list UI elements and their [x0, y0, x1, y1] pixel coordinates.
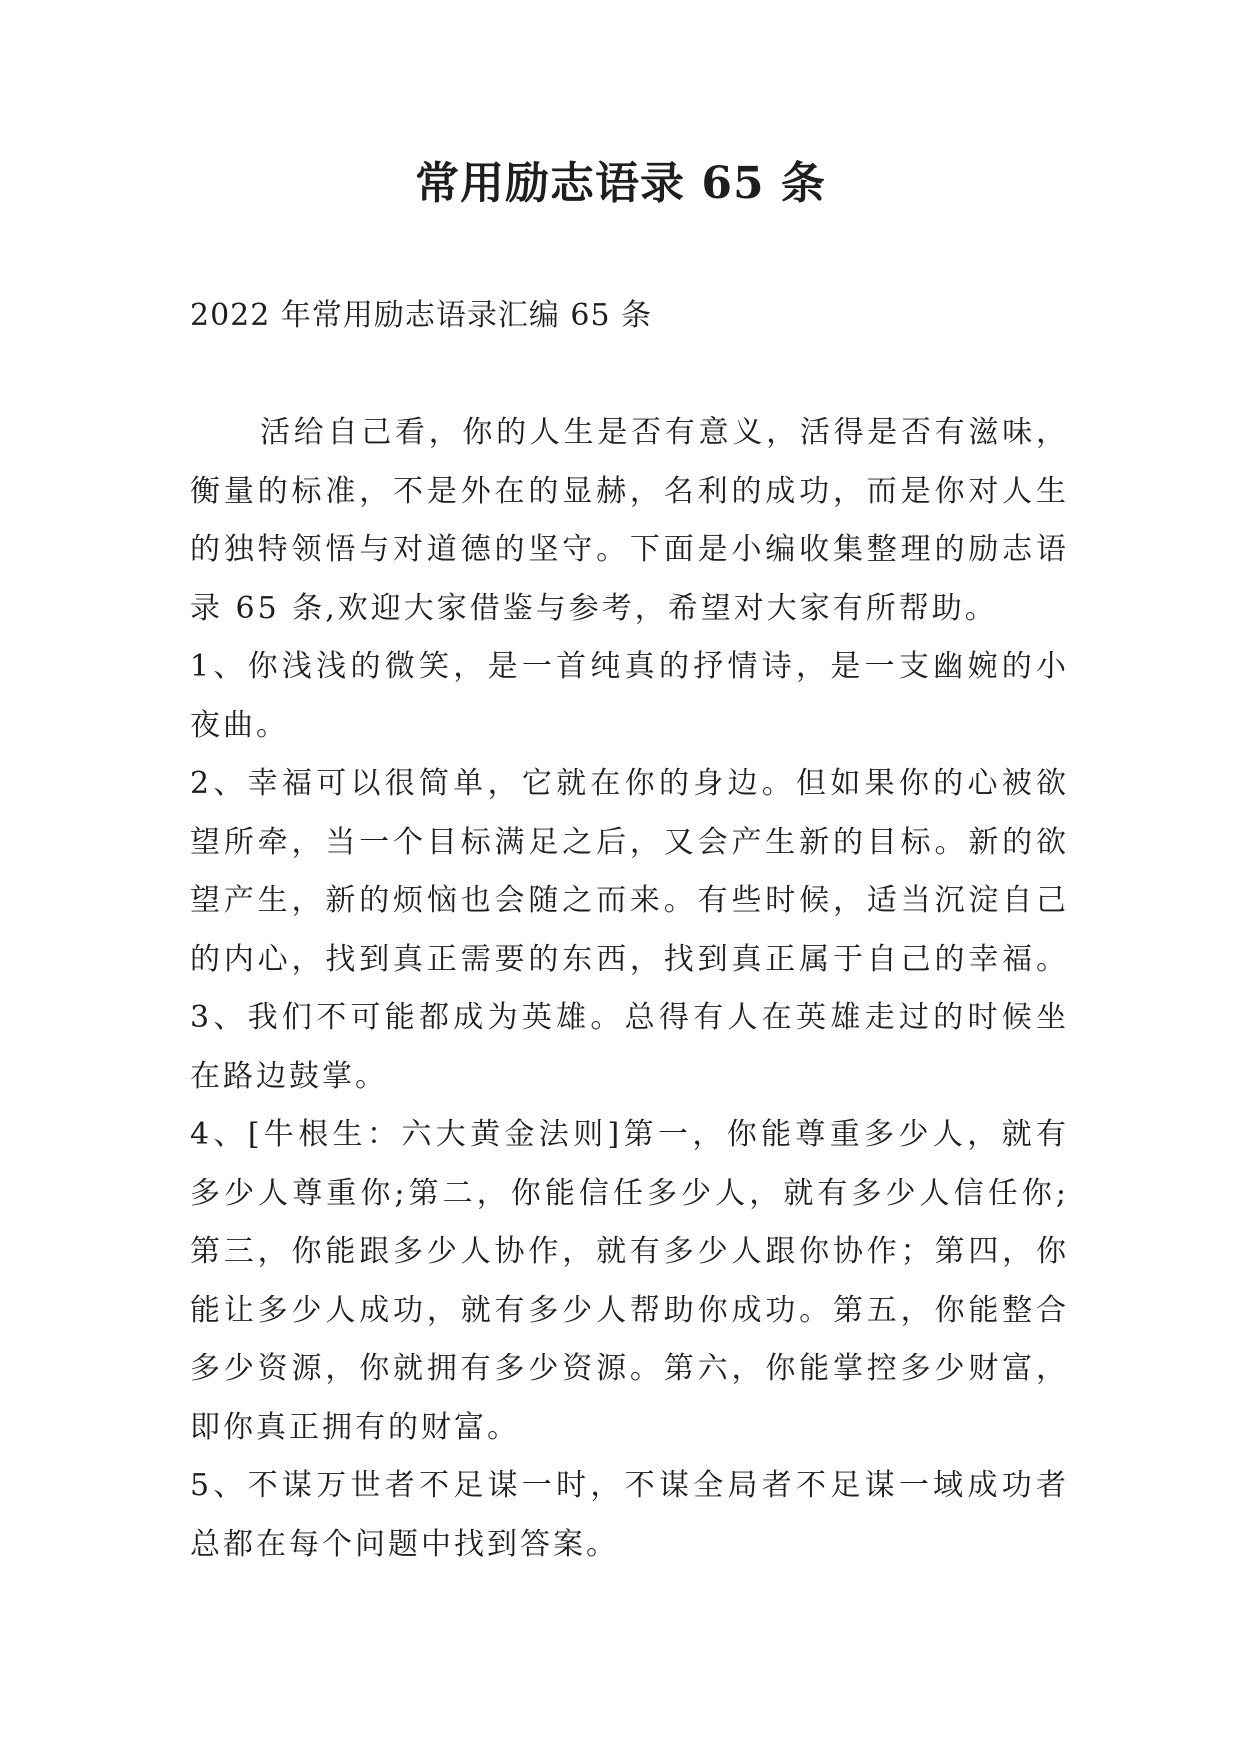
quote-4-line: 多少人尊重你;第二，你能信任多少人，就有多少人信任你;	[190, 1175, 1068, 1211]
quote-5-line: 5、不谋万世者不足谋一时，不谋全局者不足谋一域成功者	[190, 1468, 1068, 1503]
quote-2-line: 望产生，新的烦恼也会随之而来。有些时候，适当沉淀自己	[190, 883, 1068, 918]
document-title: 常用励志语录 65 条	[415, 158, 826, 209]
quote-4-line: 4、[牛根生：六大黄金法则]第一，你能尊重多少人，就有	[190, 1117, 1068, 1152]
intro-line: 活给自己看，你的人生是否有意义，活得是否有滋味，	[260, 415, 1068, 450]
quote-4-line: 即你真正拥有的财富。	[190, 1409, 520, 1445]
quote-4-line: 多少资源，你就拥有多少资源。第六，你能掌控多少财富，	[190, 1351, 1068, 1386]
quote-3-line: 3、我们不可能都成为英雄。总得有人在英雄走过的时候坐	[190, 1000, 1068, 1035]
quote-2-line: 2、幸福可以很简单，它就在你的身边。但如果你的心被欲	[190, 766, 1068, 801]
quote-4-line: 能让多少人成功，就有多少人帮助你成功。第五，你能整合	[190, 1292, 1068, 1328]
intro-line: 录 65 条,欢迎大家借鉴与参考，希望对大家有所帮助。	[190, 590, 998, 626]
quote-2-line: 望所牵，当一个目标满足之后，又会产生新的目标。新的欲	[190, 824, 1068, 860]
intro-line: 衡量的标准，不是外在的显赫，名利的成功，而是你对人生	[190, 473, 1068, 509]
quote-3-line: 在路边鼓掌。	[190, 1058, 388, 1094]
quote-2-line: 的内心，找到真正需要的东西，找到真正属于自己的幸福。	[190, 941, 1068, 977]
document-body	[190, 404, 1068, 1574]
quote-5-line: 总都在每个问题中找到答案。	[190, 1526, 619, 1562]
intro-line: 的独特领悟与对道德的坚守。下面是小编收集整理的励志语	[190, 532, 1068, 567]
quote-4-line: 第三，你能跟多少人协作，就有多少人跟你协作；第四，你	[190, 1234, 1068, 1269]
quote-1-line: 夜曲。	[190, 707, 289, 743]
document-subtitle: 2022 年常用励志语录汇编 65 条	[190, 298, 653, 333]
quote-1-line: 1、你浅浅的微笑，是一首纯真的抒情诗，是一支幽婉的小	[190, 649, 1068, 684]
